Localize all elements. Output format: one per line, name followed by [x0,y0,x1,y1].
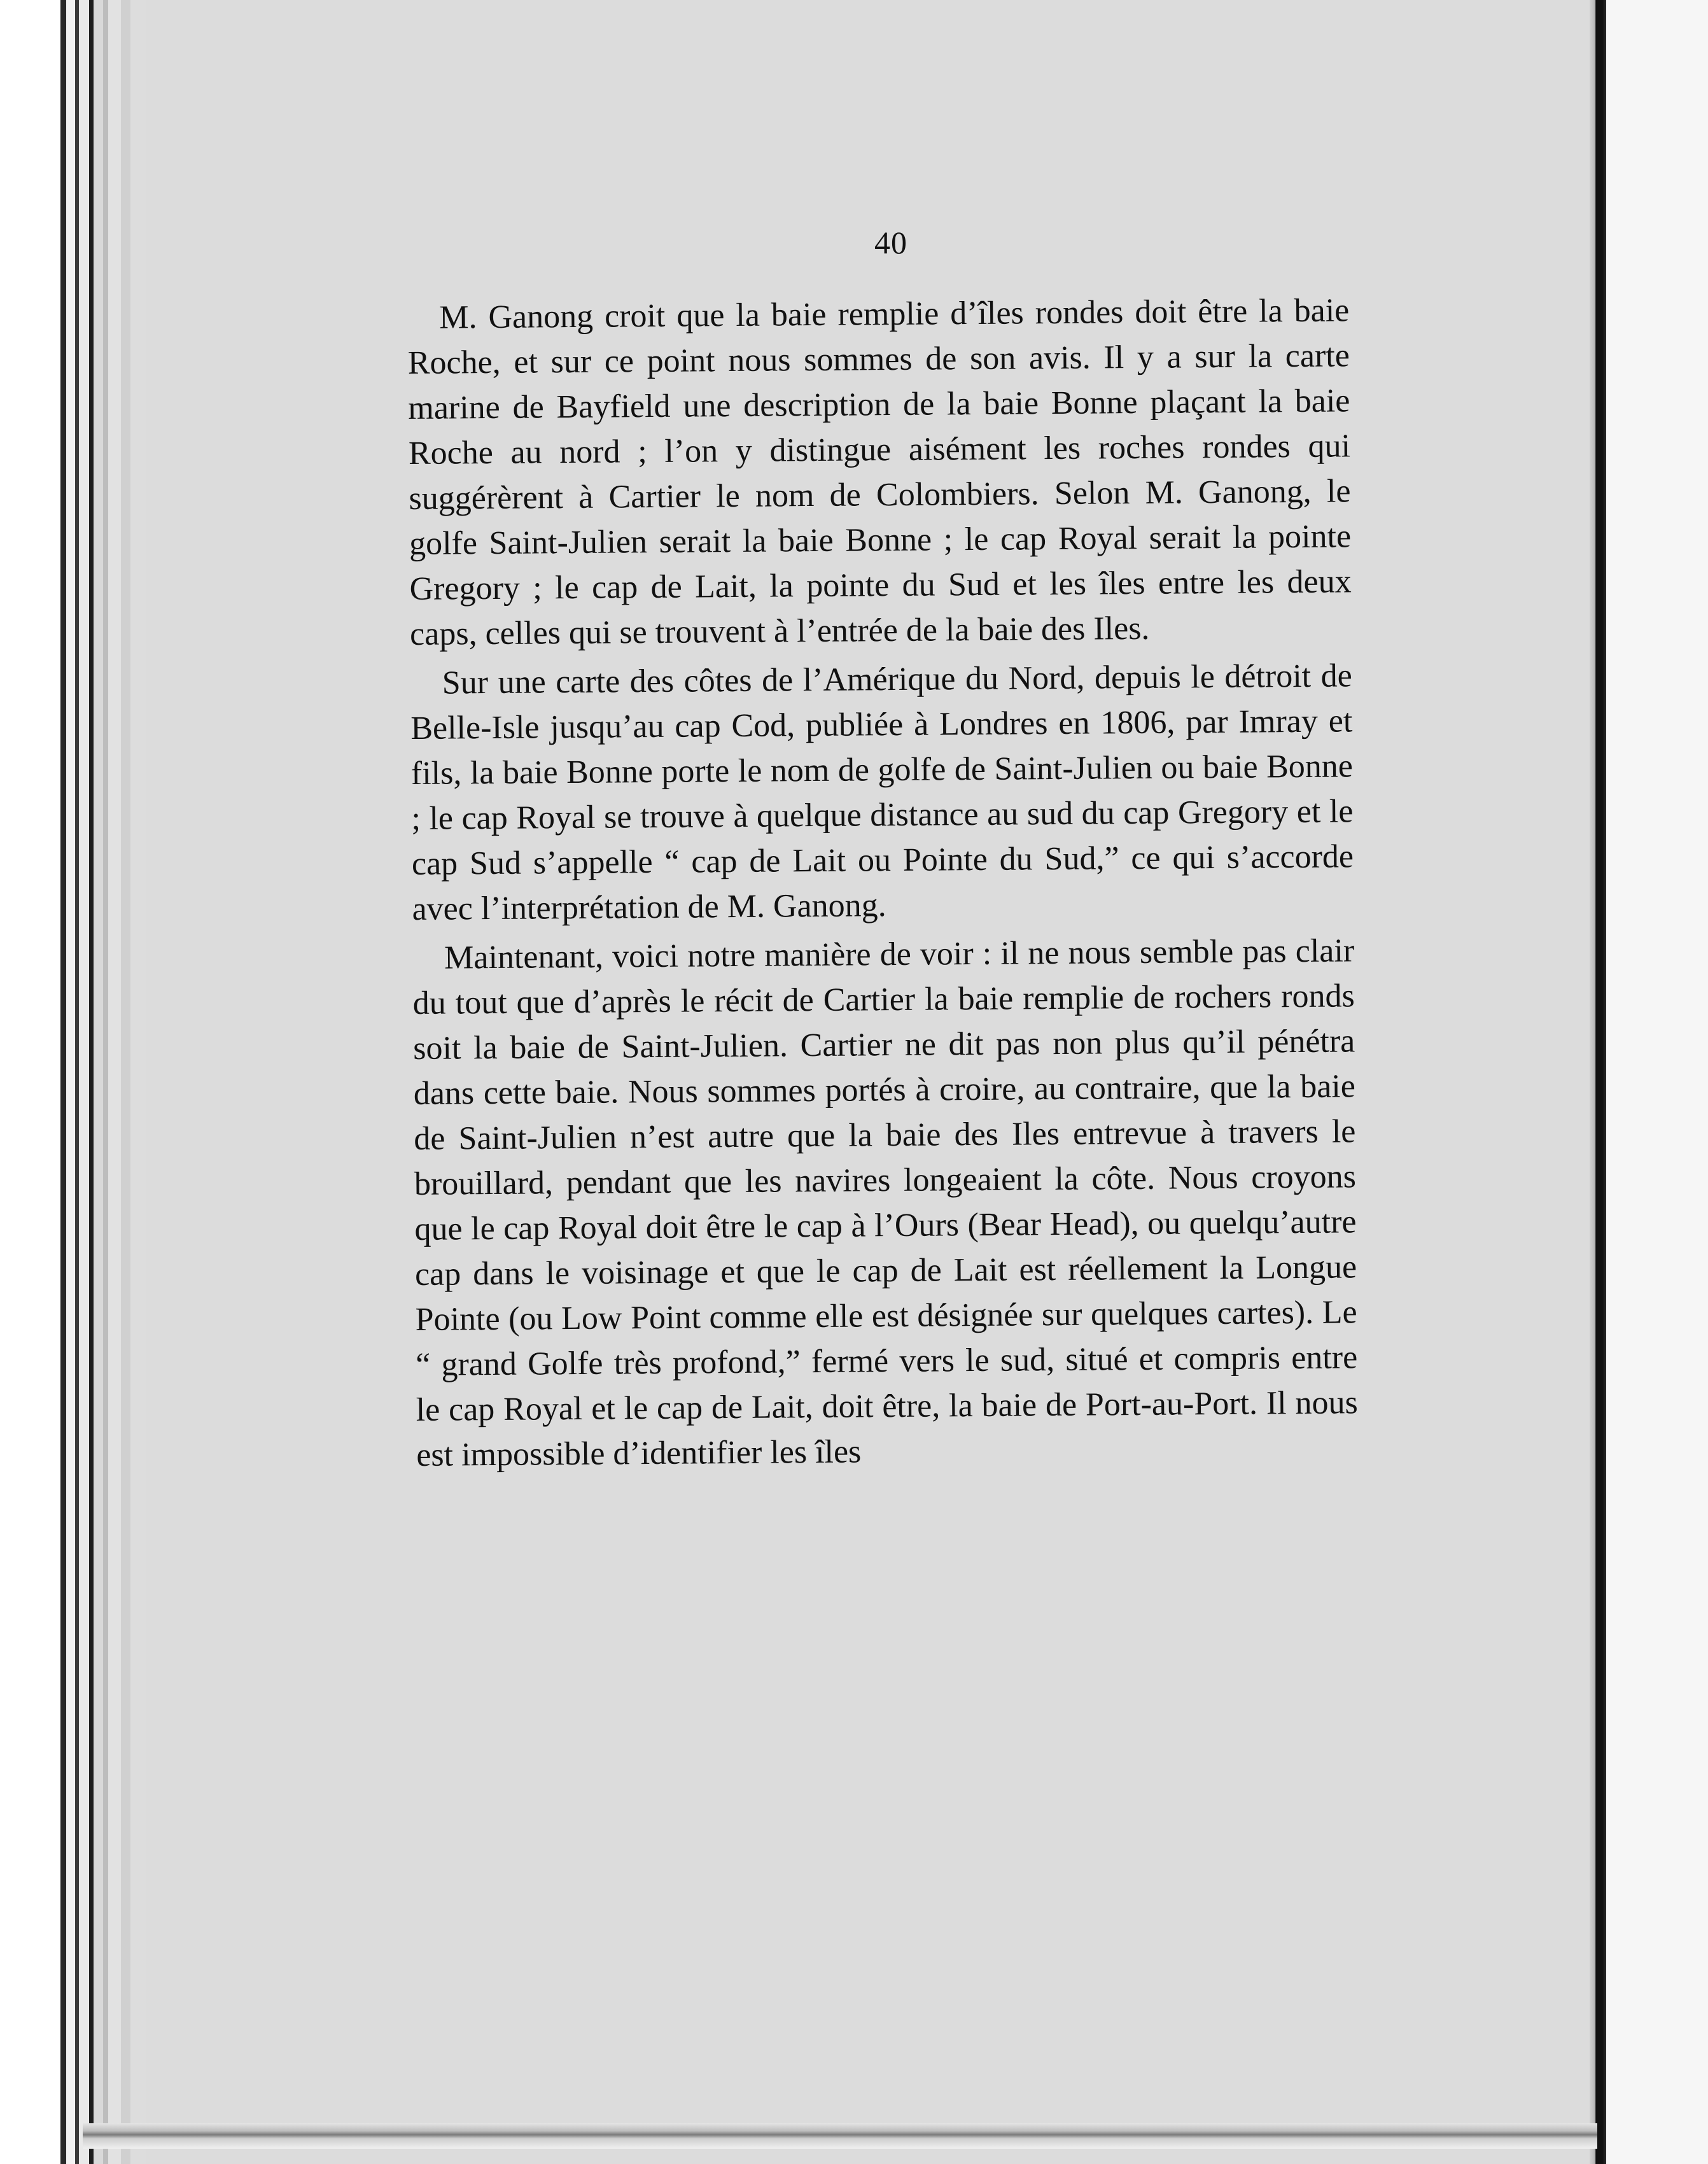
scan-left-binding-edge [0,0,146,2164]
body-text [407,288,1359,1482]
page-number: 40 [874,225,907,260]
scan-right-margin [1606,0,1708,2164]
scan-bottom-edge [83,2123,1597,2149]
paragraph-3: Maintenant, voici notre manière de voir : il ne nous semble pas clair du tout que d’après le récit de Cartier la baie remplie de rochers ronds soit la baie de Saint-Julien. Cartier ne dit pas non plus qu’il pénétra dans cette baie. Nous sommes portés à croire, au contraire, que la baie de Saint-Julien n’est autre que la baie des Iles entrevue à travers le brouillard, pendant que les navires longeaient la côte. Nous croyons que le cap Royal doit être le cap à l’Ours (Bear Head), ou quelqu’autre cap dans le voisinage et que le cap de Lait est réellement la Longue Pointe (ou Low Point comme elle est désignée sur quelques cartes). Le “ grand Golfe très profond,” fermé vers le sud, situé et compris entre le cap Royal et le cap de Lait, doit être, la baie de Port-au-Port. Il nous est impossible d’identifier les îles [412,932,1358,1473]
paragraph-1: M. Ganong croit que la baie remplie d’îles rondes doit être la baie Roche, et sur ce point nous sommes de son avis. Il y a sur la carte marine de Bayfield une description de la baie Bonne plaçant la baie Roche au nord ; l’on y distingue aisément les roches rondes qui suggérèrent à Cartier le nom de Colombiers. Selon M. Ganong, le golfe Saint-Julien serait la baie Bonne ; le cap Royal serait la pointe Gregory ; le cap de Lait, la pointe du Sud et les îles entre les deux caps, celles qui se trouvent à l’entrée de la baie des Iles. [407,292,1352,652]
paragraph-2: Sur une carte des côtes de l’Amérique du Nord, depuis le détroit de Belle-Isle jusqu’au cap Cod, publiée à Londres en 1806, par Imray et fils, la baie Bonne porte le nom de golfe de Saint-Julien ou baie Bonne ; le cap Royal se trouve à quelque distance au sud du cap Gregory et le cap Sud s’appelle “ cap de Lait ou Pointe du Sud,” ce qui s’accorde avec l’interprétation de M. Ganong. [410,657,1354,927]
scan-right-gutter [1590,0,1606,2164]
